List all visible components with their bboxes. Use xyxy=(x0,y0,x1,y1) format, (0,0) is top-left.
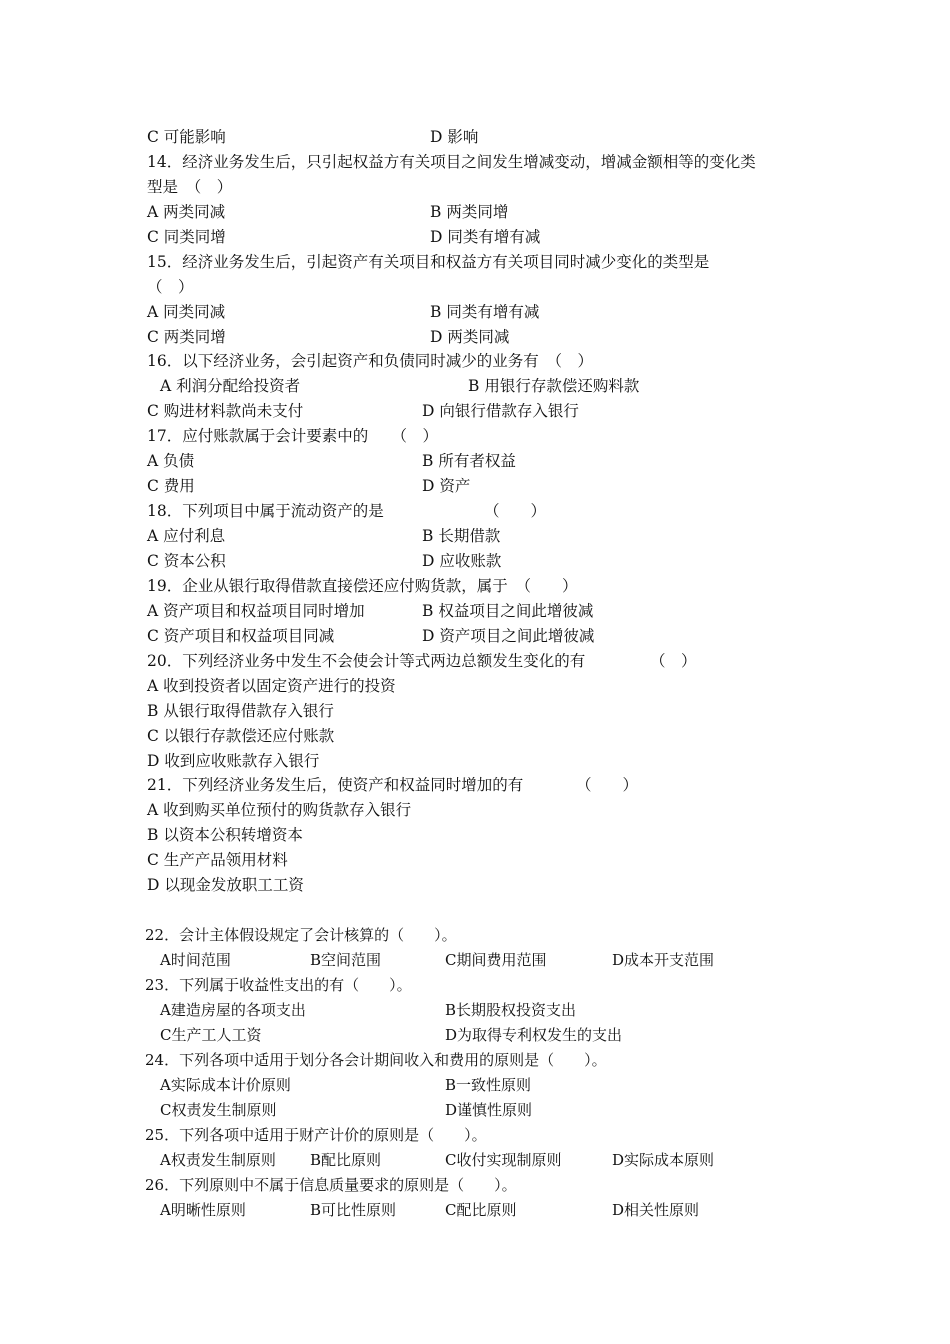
q26-option-b: B可比性原则 xyxy=(310,1201,397,1219)
q21-answer-paren: （ ） xyxy=(576,776,639,794)
q21-option-d: D 以现金发放职工工资 xyxy=(147,876,304,894)
q22-option-d: D成本开支范围 xyxy=(612,951,715,969)
q23-option-a: A建造房屋的各项支出 xyxy=(160,1001,306,1019)
q18-stem: 18．下列项目中属于流动资产的是 xyxy=(147,502,384,520)
q19-stem: 19．企业从银行取得借款直接偿还应付购货款，属于 （ ） xyxy=(147,577,578,595)
q14-option-d: D 同类有增有减 xyxy=(430,228,541,246)
q23-option-c: C生产工人工资 xyxy=(160,1026,262,1044)
q20-option-c: C 以银行存款偿还应付账款 xyxy=(147,727,335,745)
q16-stem: 16．以下经济业务，会引起资产和负债同时减少的业务有 （ ） xyxy=(147,352,593,370)
q24-option-c: C权责发生制原则 xyxy=(160,1101,277,1119)
q22-option-c: C期间费用范围 xyxy=(445,951,547,969)
q15-stem-line1: 15．经济业务发生后，引起资产有关项目和权益方有关项目同时减少变化的类型是 xyxy=(147,253,710,271)
q19-option-c: C 资产项目和权益项目同减 xyxy=(147,627,335,645)
q23-option-d: D为取得专利权发生的支出 xyxy=(445,1026,623,1044)
q14-option-c: C 同类同增 xyxy=(147,228,226,246)
q13-option-d: D 影响 xyxy=(430,128,479,146)
q25-stem: 25．下列各项中适用于财产计价的原则是（ ）。 xyxy=(145,1126,487,1144)
q14-stem-line1: 14．经济业务发生后，只引起权益方有关项目之间发生增减变动，增减金额相等的变化类 xyxy=(147,153,756,171)
q26-option-c: C配比原则 xyxy=(445,1201,517,1219)
q25-option-d: D实际成本原则 xyxy=(612,1151,715,1169)
q13-option-c: C 可能影响 xyxy=(147,128,226,146)
q16-option-c: C 购进材料款尚未支付 xyxy=(147,402,304,420)
q17-stem: 17．应付账款属于会计要素中的 （ ） xyxy=(147,427,438,445)
q16-option-d: D 向银行借款存入银行 xyxy=(422,402,579,420)
q20-option-b: B 从银行取得借款存入银行 xyxy=(147,702,334,720)
q16-option-a: A 利润分配给投资者 xyxy=(160,377,301,395)
q26-stem: 26．下列原则中不属于信息质量要求的原则是（ ）。 xyxy=(145,1176,517,1194)
q18-option-b: B 长期借款 xyxy=(422,527,501,545)
q14-stem-line2: 型是 （ ） xyxy=(147,178,233,196)
q25-option-b: B配比原则 xyxy=(310,1151,382,1169)
q16-option-b: B 用银行存款偿还购料款 xyxy=(468,377,640,395)
q20-answer-paren: （ ） xyxy=(650,652,697,670)
q26-option-a: A明晰性原则 xyxy=(160,1201,246,1219)
q18-option-d: D 应收账款 xyxy=(422,552,502,570)
q15-option-d: D 两类同减 xyxy=(430,328,510,346)
q21-stem: 21．下列经济业务发生后，使资产和权益同时增加的有 xyxy=(147,776,524,794)
q17-option-a: A 负债 xyxy=(147,452,195,470)
q19-option-b: B 权益项目之间此增彼减 xyxy=(422,602,594,620)
q18-answer-paren: （ ） xyxy=(484,502,547,520)
q22-stem: 22．会计主体假设规定了会计核算的（ ）。 xyxy=(145,926,457,944)
q21-option-b: B 以资本公积转增资本 xyxy=(147,826,303,844)
q15-option-a: A 同类同减 xyxy=(147,303,226,321)
q20-stem: 20．下列经济业务中发生不会使会计等式两边总额发生变化的有 xyxy=(147,652,586,670)
q20-option-d: D 收到应收账款存入银行 xyxy=(147,752,320,770)
q25-option-a: A权责发生制原则 xyxy=(160,1151,276,1169)
q17-option-c: C 费用 xyxy=(147,477,195,495)
q17-option-d: D 资产 xyxy=(422,477,471,495)
q15-option-c: C 两类同增 xyxy=(147,328,226,346)
q21-option-c: C 生产产品领用材料 xyxy=(147,851,288,869)
q22-option-a: A时间范围 xyxy=(160,951,231,969)
q15-option-b: B 同类有增有减 xyxy=(430,303,540,321)
q15-stem-line2: （ ） xyxy=(147,278,194,296)
q17-option-b: B 所有者权益 xyxy=(422,452,516,470)
q23-stem: 23．下列属于收益性支出的有（ ）。 xyxy=(145,976,412,994)
q18-option-c: C 资本公积 xyxy=(147,552,226,570)
q24-stem: 24．下列各项中适用于划分各会计期间收入和费用的原则是（ ）。 xyxy=(145,1051,607,1069)
q23-option-b: B长期股权投资支出 xyxy=(445,1001,577,1019)
q22-option-b: B空间范围 xyxy=(310,951,382,969)
q19-option-a: A 资产项目和权益项目同时增加 xyxy=(147,602,365,620)
q26-option-d: D相关性原则 xyxy=(612,1201,700,1219)
q24-option-a: A实际成本计价原则 xyxy=(160,1076,291,1094)
q24-option-b: B一致性原则 xyxy=(445,1076,532,1094)
q25-option-c: C收付实现制原则 xyxy=(445,1151,562,1169)
q14-option-b: B 两类同增 xyxy=(430,203,509,221)
q20-option-a: A 收到投资者以固定资产进行的投资 xyxy=(147,677,396,695)
q18-option-a: A 应付利息 xyxy=(147,527,226,545)
q21-option-a: A 收到购买单位预付的购货款存入银行 xyxy=(147,801,412,819)
q14-option-a: A 两类同减 xyxy=(147,203,226,221)
q19-option-d: D 资产项目之间此增彼减 xyxy=(422,627,595,645)
q24-option-d: D谨慎性原则 xyxy=(445,1101,533,1119)
